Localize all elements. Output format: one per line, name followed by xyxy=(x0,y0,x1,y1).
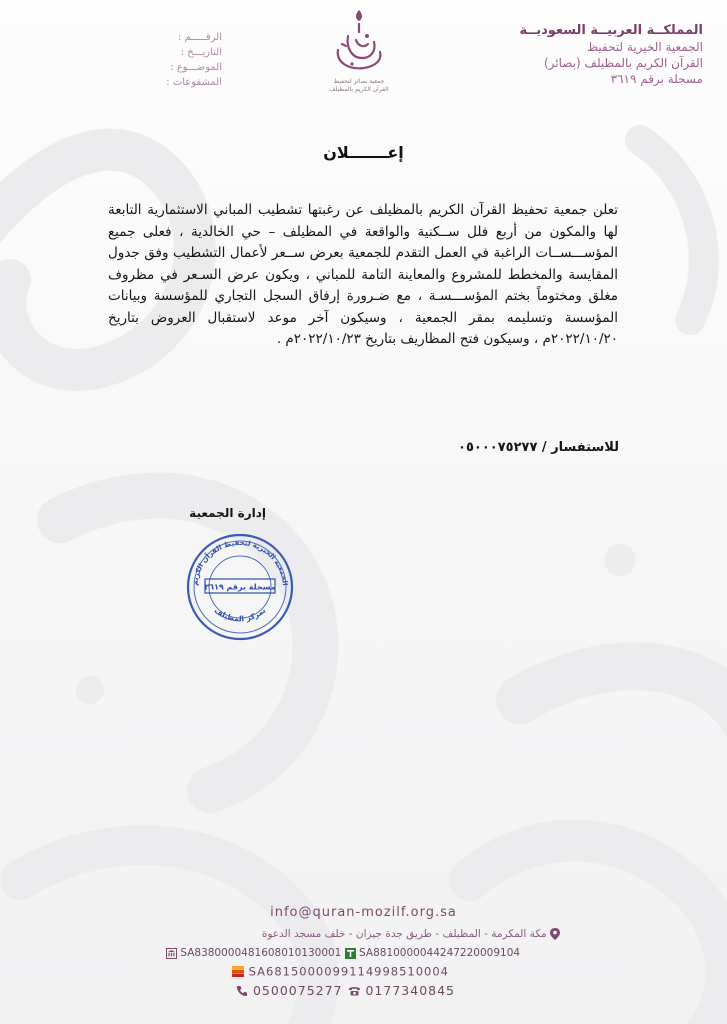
address-text: مكة المكرمة - المظيلف - طريق جدة جيزان - خلف مسجد الدعوة xyxy=(261,928,547,940)
association-name-line1: الجمعية الخيرية لتحفيظ xyxy=(586,40,703,54)
meta-subject: الموضـــوع : xyxy=(170,62,222,73)
footer-phones xyxy=(236,982,455,998)
footer-address xyxy=(160,928,560,940)
announcement-title: إعـــــــلان xyxy=(323,143,404,162)
inquiry-label: للاستفسار / xyxy=(541,440,619,455)
announcement-body: تعلن جمعية تحفيظ القرآن الكريم بالمظيلف عن رغبتها تشطيب المباني الاستثمارية التابعة لها والمكون من أربع فلل ســكنية والواقعة في المظيلف – حي الخالدية ، فعلى جميع المؤســـســات الراغبة في العمل التقدم للجمعية بعرض ســعر لأعمال التشطيب وفق جدول المقايسة والمخطط للمشروع والمعاينة التامة للمباني ، ويكون عرض السـعر في مظروف مغلق ومختوماً بختم المؤســـسـة ، مع ضـرورة إرفاق السجل التجاري للمؤسسة وبيانات المؤسسة وتسليمه بمقر الجمعية ، وسيكون آخر موعد لاستقبال العروض بتاريخ ٢٠٢٢/١٠/٢٠م ، وسيكون فتح المظاريف بتاريخ ٢٠٢٢/١٠/٢٣م . xyxy=(108,202,618,347)
logo-mark-icon xyxy=(318,6,400,78)
stamp-middle-text: مسجلة برقم ٣٦١٩ xyxy=(204,582,276,592)
stamp-top-text: الجمعية الخيرية لتحفيظ القرآن الكريم xyxy=(191,538,289,586)
telephone-icon xyxy=(348,985,361,996)
location-pin-icon xyxy=(550,928,560,940)
iban-1: SA8380000481608010130001 xyxy=(180,947,342,959)
association-logo xyxy=(318,6,400,98)
landline-number[interactable]: 0177340845 xyxy=(365,983,456,998)
bank-alrajhi-icon xyxy=(345,948,356,959)
footer-iban-row-2 xyxy=(232,964,449,979)
association-name-line2: القرآن الكريم بالمظيلف (بصائر) xyxy=(543,56,703,70)
footer-iban-row xyxy=(166,947,566,959)
mobile-number[interactable]: 0500075277 xyxy=(252,983,343,998)
kingdom-name: المملكــة العربيــة السعوديــة xyxy=(519,23,703,38)
meta-attachments: المشفوعات : xyxy=(166,77,222,88)
inquiry-phone: ٠٥٠٠٠٧٥٢٧٧ xyxy=(458,440,538,455)
svg-text:بمركز المظيلف xyxy=(213,606,268,624)
management-signature-label: إدارة الجمعية xyxy=(189,506,266,520)
bank-albilad-icon xyxy=(232,966,244,977)
registration-number: مسجلة برقم ٣٦١٩ xyxy=(610,72,703,86)
stamp-bottom-text: بمركز المظيلف xyxy=(212,605,268,624)
association-stamp xyxy=(181,530,299,642)
logo-caption: جمعية بصائر لتحفيظ القرآن الكريم بالمظيلف xyxy=(329,78,389,93)
bank-icon xyxy=(166,948,177,959)
meta-number: الرقـــــم : xyxy=(178,32,222,43)
inquiry-contact xyxy=(458,440,619,455)
meta-date: التاريـــخ : xyxy=(180,47,222,58)
stamp-seal-icon xyxy=(181,530,299,642)
document-meta xyxy=(150,30,222,90)
association-header xyxy=(473,22,703,87)
iban-3: SA6815000099114998510004 xyxy=(248,964,450,979)
mobile-phone-icon xyxy=(236,985,248,997)
iban-2: SA8810000044247220009104 xyxy=(359,947,521,959)
footer-email[interactable]: info@quran-mozilf.org.sa xyxy=(270,905,457,920)
